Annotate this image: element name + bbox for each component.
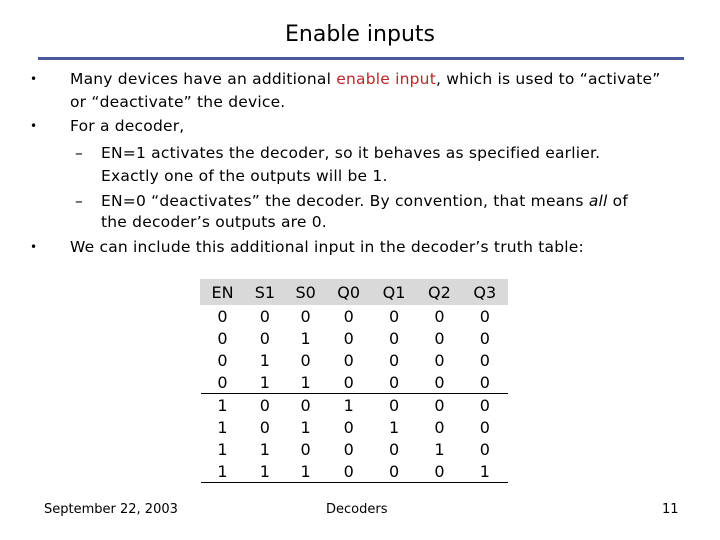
table-cell: 0 [434, 350, 445, 370]
table-cell: 0 [388, 328, 400, 348]
truth-table [200, 279, 508, 483]
table-cell: 0 [300, 439, 311, 459]
column-header: Q2 [417, 280, 462, 305]
footer-date: September 22, 2003 [44, 502, 178, 517]
table-row [201, 394, 508, 417]
table-cell: 0 [217, 350, 228, 370]
table-cell: 0 [285, 305, 326, 328]
table-cell: 0 [479, 439, 490, 459]
table-row [201, 327, 508, 349]
table-cell: 1 [300, 417, 311, 437]
sub-bullet-1-line-1: EN=1 activates the decoder, so it behaves as specified earlier. [101, 144, 601, 162]
sub-bullet-1-line-2: Exactly one of the outputs will be 1. [101, 167, 388, 185]
bullet-dot: • [30, 240, 38, 254]
table-cell: 1 [434, 439, 445, 459]
table-cell: 0 [245, 394, 286, 417]
table-cell: 0 [326, 305, 371, 328]
table-cell: 0 [259, 417, 270, 437]
table-cell: 1 [259, 372, 270, 392]
column-header: EN [201, 280, 245, 305]
enable-input-term: enable input [336, 70, 436, 88]
table-cell: 0 [417, 394, 462, 417]
table-cell: 0 [343, 350, 354, 370]
text-segment: EN=0 “deactivates” the decoder. By convention, that means [101, 192, 589, 210]
table-row [201, 371, 508, 394]
table-cell: 1 [326, 394, 371, 417]
column-header: Q1 [371, 280, 416, 305]
table-row [201, 416, 508, 438]
table-cell: 1 [259, 439, 270, 459]
table-cell: 0 [434, 417, 445, 437]
table-cell: 0 [388, 439, 400, 459]
column-header: S1 [245, 280, 286, 305]
table-cell: 0 [343, 372, 354, 392]
table-cell: 0 [217, 328, 228, 348]
table-cell: 0 [371, 305, 416, 328]
table-cell: 0 [479, 350, 490, 370]
table-cell: 0 [201, 305, 245, 328]
bullet-2: For a decoder, [70, 117, 185, 135]
emphasis-all: all [588, 192, 608, 210]
table-cell: 0 [479, 372, 490, 392]
column-header: Q3 [462, 280, 507, 305]
table-cell: 1 [259, 461, 270, 481]
dash-marker: – [75, 192, 83, 210]
table-body [201, 305, 508, 483]
table-cell: 0 [479, 417, 490, 437]
text-segment: Many devices have an additional [70, 70, 337, 88]
table-cell: 0 [245, 305, 286, 328]
table-cell: 1 [217, 461, 228, 481]
bullet-dot: • [30, 72, 38, 86]
bullet-1-line-2: or “deactivate” the device. [70, 93, 286, 111]
table-cell: 0 [217, 372, 228, 392]
table-cell: 0 [462, 305, 507, 328]
table-cell: 0 [259, 328, 270, 348]
table-cell: 0 [479, 328, 490, 348]
bullet-1-line-1 [70, 70, 660, 88]
table-cell: 0 [285, 394, 326, 417]
table-cell: 1 [259, 350, 270, 370]
footer-topic: Decoders [326, 502, 388, 517]
table-cell: 1 [217, 417, 228, 437]
table-row [201, 460, 508, 483]
table-cell: 1 [300, 328, 311, 348]
table-row [201, 305, 508, 328]
table-cell: 0 [417, 305, 462, 328]
title-divider [38, 57, 684, 60]
table-cell: 0 [343, 461, 354, 481]
table-cell: 0 [388, 372, 400, 392]
page-number: 11 [662, 502, 679, 517]
table-cell: 0 [371, 394, 416, 417]
table-cell: 1 [479, 461, 490, 481]
table-cell: 0 [388, 461, 400, 481]
table-cell: 1 [388, 417, 400, 437]
table-cell: 0 [462, 394, 507, 417]
column-header: Q0 [326, 280, 371, 305]
table-cell: 0 [343, 439, 354, 459]
table-cell: 0 [434, 461, 445, 481]
table-cell: 1 [217, 439, 228, 459]
table-cell: 0 [343, 328, 354, 348]
table-cell: 1 [300, 372, 311, 392]
table-cell: 0 [388, 350, 400, 370]
bullet-dot: • [30, 119, 38, 133]
sub-bullet-2-line-2: the decoder’s outputs are 0. [101, 213, 327, 231]
table-cell: 0 [434, 372, 445, 392]
table-cell: 1 [201, 394, 245, 417]
text-segment: , which is used to “activate” [435, 70, 661, 88]
table-row [201, 349, 508, 371]
text-segment: of [607, 192, 629, 210]
table-row [201, 438, 508, 460]
sub-bullet-2-line-1 [101, 192, 628, 210]
slide-title: Enable inputs [285, 22, 435, 47]
table-cell: 0 [300, 350, 311, 370]
table-cell: 0 [434, 328, 445, 348]
table-cell: 1 [300, 461, 311, 481]
table-header-row [201, 280, 508, 305]
dash-marker: – [75, 144, 83, 162]
bullet-3: We can include this additional input in the decoder’s truth table: [70, 238, 584, 256]
column-header: S0 [285, 280, 326, 305]
table-cell: 0 [343, 417, 354, 437]
